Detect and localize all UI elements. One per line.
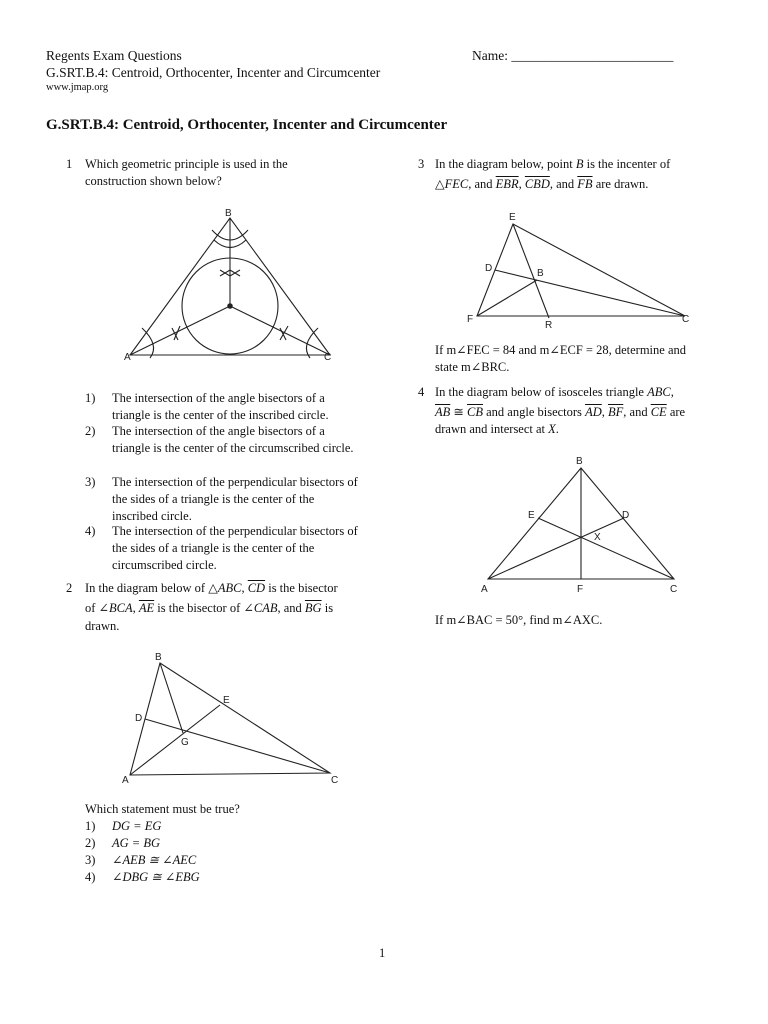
q3-text-e: are drawn. [595,177,649,191]
q2-label-d: D [135,713,143,724]
q1-label-c: C [324,352,332,363]
q2-label-b: B [155,652,162,663]
q1-label-b: B [225,208,232,219]
q1-arc-a [142,328,154,358]
q2-option-number: 1) [85,819,96,833]
q1-number: 1 [66,157,73,171]
q4-after: If m∠BAC = 50°, find m∠AXC. [435,613,603,627]
q2-text-b: is the bisector [268,581,338,595]
q1-option-number: 2) [85,424,96,438]
q2-segment-bg-line [160,663,183,733]
q2-line3: drawn. [85,619,120,633]
q2-number: 2 [66,581,73,595]
q2-text-d: is the bisector of [157,601,241,615]
q2-option-text: AG = BG [112,836,161,850]
q3-point-b: B [575,157,584,171]
q1-text-line2: construction shown below? [85,174,222,188]
q4-label-f: F [577,584,584,595]
q3-segment-cd [495,270,685,316]
name-field-label[interactable]: Name: ________________________ [472,48,674,63]
q4-label-b: B [576,456,583,467]
q2-segment-cd: $\overline{CD}$ [247,581,266,595]
q2-prompt: Which statement must be true? [85,802,240,816]
q1-option-text: The intersection of the angle bisectors of a triangle is the center of the inscribed circle. [112,391,329,422]
q3-number: 3 [418,157,425,171]
q3-line2: △FEC, and $\overline{EBR}$, $\overline{CBD}$, and $\overline{FB}$ are drawn. [435,177,649,191]
q2-segment-bg: $\overline{BG}$ [304,601,322,615]
q2-text-c: of [85,601,96,615]
header-website: www.jmap.org [46,82,109,93]
q4-segment-ab: $\overline{AB}$ [435,405,451,419]
q2-line2: of ∠BCA, $\overline{AE}$ is the bisector of ∠CAB, and $\overline{BG}$ is [85,601,334,615]
q2-angle-bca: ∠BCA [98,601,133,615]
q2-triangle [130,663,330,775]
q4-segment-bf: $\overline{BF}$ [607,405,624,419]
page-number: 1 [379,946,386,960]
q4-label-x: X [594,532,601,543]
q1-arc-c [306,328,318,358]
q1-incenter-point [228,304,232,308]
q2-label-e: E [223,695,230,706]
q2-segment-ae: $\overline{AE}$ [138,601,155,615]
q3-segment-fb: $\overline{FB}$ [577,177,593,191]
q4-triangle-abc: ABC [647,385,671,399]
q4-label-c: C [670,584,678,595]
q4-label-a: A [481,584,488,595]
q2-triangle-diagram [115,645,355,790]
q3-segment-ebr: $\overline{EBR}$ [495,177,519,191]
q4-line3: drawn and intersect at X. [435,422,559,436]
q3-label-e: E [509,212,516,223]
q3-triangle-diagram [465,208,695,328]
q4-text-b: and angle bisectors [486,405,582,419]
q3-label-b: B [537,268,544,279]
q3-triangle [477,224,685,316]
q1-construction-diagram [120,200,340,370]
q2-option-number: 2) [85,836,96,850]
q3-after-line1: If m∠FEC = 84 and m∠ECF = 28, determine and [435,343,686,357]
q2-option-text: ∠AEB ≅ ∠AEC [112,853,197,867]
header-standard: G.SRT.B.4: Centroid, Orthocenter, Incenter and Circumcenter [46,65,381,80]
page-title: G.SRT.B.4: Centroid, Orthocenter, Incenter and Circumcenter [46,117,448,133]
q2-segment-cd-line [145,719,330,773]
q1-option-number: 3) [85,475,96,489]
q4-label-d: D [622,510,630,521]
q2-option-number: 3) [85,853,96,867]
q2-label-g: G [181,737,189,748]
q4-segment-cb: $\overline{CB}$ [467,405,483,419]
q4-segment-ce: $\overline{CE}$ [650,405,667,419]
q2-label-c: C [331,775,339,786]
q2-option-text: DG = EG [112,819,162,833]
header-course: Regents Exam Questions [46,48,182,63]
q2-option-text: ∠DBG ≅ ∠EBG [112,870,200,884]
q2-label-a: A [122,775,129,786]
q1-text-line1: Which geometric principle is used in the [85,157,288,171]
q4-segment-ad-line [488,518,624,579]
q3-label-r: R [545,320,553,328]
q3-label-c: C [682,314,690,325]
q3-text-a: In the diagram below, point [435,157,573,171]
q3-segment-fb [477,280,537,316]
q4-point-x: X [548,422,556,436]
q2-text-a: In the diagram below of [85,581,206,595]
q3-text-d: , and [549,177,575,191]
q2-segment-ae-line [130,705,220,775]
q2-text-f: is [324,601,334,615]
q4-segment-ce-line [538,518,674,579]
q1-label-a: A [124,352,131,363]
q1-option-text: The intersection of the perpendicular bisectors of the sides of a triangle is the center of the inscribed circle. [112,475,358,523]
q4-segment-ad: $\overline{AD}$ [585,405,602,419]
q2-angle-cab: ∠CAB [243,601,278,615]
q4-text-e: drawn and intersect at [435,422,546,436]
q3-triangle-fec: △FEC [435,177,469,191]
q3-segment-cbd: $\overline{CBD}$ [524,177,550,191]
q2-triangle-abc: △ABC [208,581,242,595]
q4-line1: In the diagram below of isosceles triangle ABC, [435,385,674,399]
q3-after-line2: state m∠BRC. [435,360,510,374]
q4-text-c: , and [623,405,648,419]
q2-text-e: , and [277,601,302,615]
q3-label-f: F [467,314,474,325]
q1-arc-marks-right [280,326,288,340]
q1-option-text: The intersection of the angle bisectors of a triangle is the center of the circumscribed circle. [112,424,354,455]
q1-option-number: 1) [85,391,96,405]
q3-line1 [435,156,735,173]
q3-text-c: , and [468,177,493,191]
q3-text-b: is the incenter of [586,157,671,171]
q2-line1: In the diagram below of △ABC, $\overline{CD}$ is the bisector [85,581,338,595]
q2-option-number: 4) [85,870,96,884]
q4-congruent-symbol: ≅ [453,405,464,419]
q4-label-e: E [528,510,535,521]
q4-text-d: are [669,405,686,419]
q3-label-d: D [485,263,493,274]
q1-option-number: 4) [85,524,96,538]
q1-option-text: The intersection of the perpendicular bisectors of the sides of a triangle is the center of the circumscribed circle. [112,524,358,572]
q4-text-a: In the diagram below of isosceles triangle [435,385,644,399]
q4-number: 4 [418,385,425,399]
q4-line2: $\overline{AB}$ ≅ $\overline{CB}$ and angle bisectors $\overline{AD}$, $\overline{BF}$, and $\overline{CE}$ are [435,405,686,419]
q4-triangle-diagram [478,452,688,597]
